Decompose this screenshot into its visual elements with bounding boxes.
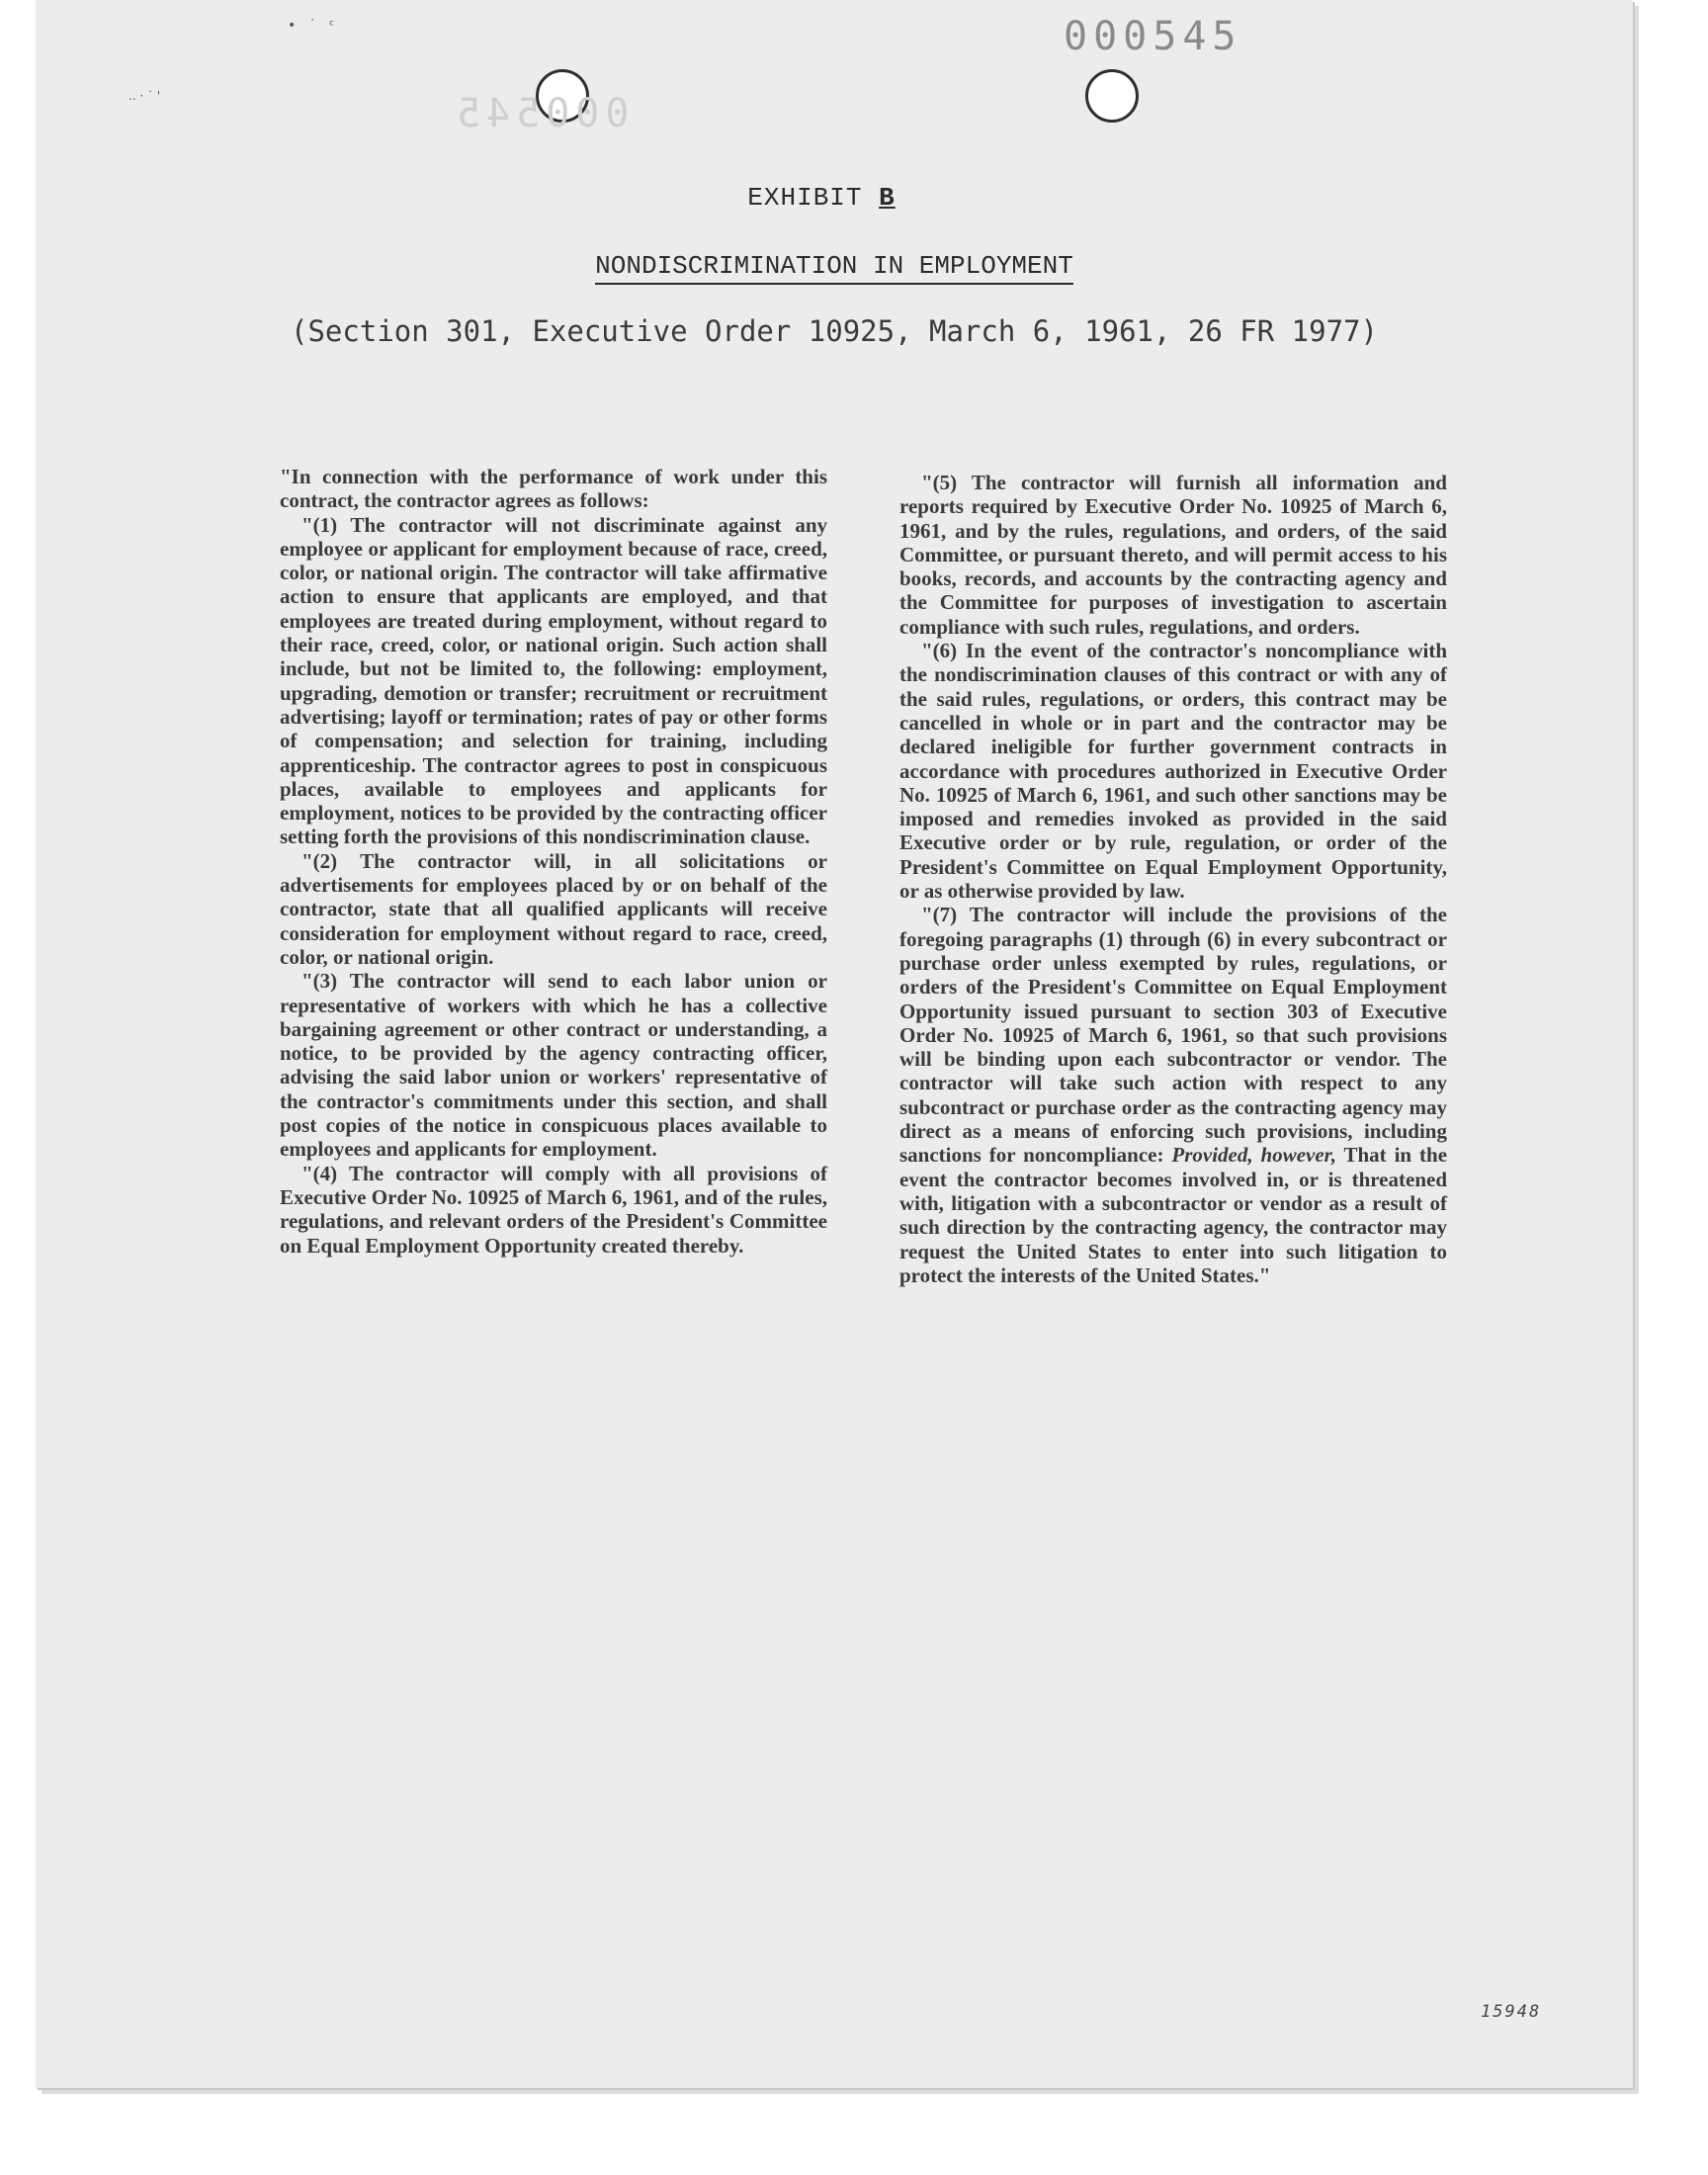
paragraph-intro: "In connection with the performance of work under this contract, the contractor agrees as follows: [280,465,827,513]
paragraph-7-text: "(7) The contractor will include the provisions of the foregoing paragraphs (1) through (6) in every subcontract or purchase order unless exempted by rules, regulations, or orders of the President's Committee on Equal Employment Opportunity issued pursuant to section 303 of Executive Order No. 10925 of March 6, 1961, so that such provisions will be binding upon each subcontractor or vendor. The contractor will take such action with respect to any subcontract or purchase order as the contracting agency may direct as a means of enforcing such provisions, including sanctions for noncompliance: [899,903,1447,1168]
citation-line: (Section 301, Executive Order 10925, March 6, 1961, 26 FR 1977) [291,314,1378,348]
right-column [899,471,1447,1287]
page-title [36,251,1633,281]
paragraph-1: "(1) The contractor will not discriminate against any employee or applicant for employment because of race, creed, color, or national origin. The contractor will take affirmative action to ensure that applicants are employed, and that employees are treated during employment, without regard to their race, creed, color, or national origin. Such action shall include, but not be limited to, the following: employment, upgrading, demotion or transfer; recruitment or recruitment advertising; layoff or termination; rates of pay or other forms of compensation; and selection for training, including apprenticeship. The contractor agrees to post in conspicuous places, available to employees and applicants for employment, notices to be provided by the contracting officer setting forth the provisions of this nondiscrimination clause. [280,512,827,849]
stamp-number: 000545 [1064,14,1242,59]
paragraph-6: "(6) In the event of the contractor's noncompliance with the nondiscrimination clauses of this contract or with any of the said rules, regulations, or orders, this contract may be cancelled in whole or in part and the contractor may be declared ineligible for further government contracts in accordance with procedures authorized in Executive Order No. 10925 of March 6, 1961, and such other sanctions may be imposed and remedies invoked as provided in the said Executive order or by rule, regulation, or order of the President's Committee on Equal Employment Opportunity, or as otherwise provided by law. [899,639,1447,904]
left-column [280,465,827,1258]
paragraph-7-text-end: That in the event the contractor becomes involved in, or is threatened with, litigation with a subcontractor or vendor as a result of such direction by the contracting agency, the contractor may request the United States to enter into such litigation to protect the interests of the United States." [899,1143,1448,1287]
punch-hole-icon [1085,69,1139,123]
paragraph-3: "(3) The contractor will send to each labor union or representative of workers with which he has a collective bargaining agreement or other contract or understanding, a notice, to be provided by the agency contracting officer, advising the said labor union or workers' representative of the contractor's commitments under this section, and shall post copies of the notice in conspicuous places available to employees and applicants for employment. [280,969,827,1162]
exhibit-prefix: EXHIBIT [747,183,863,213]
speck-mark: .. · ˙ ' [128,89,161,103]
bleed-through-number: 000545 [451,91,630,136]
paragraph-4: "(4) The contractor will comply with all provisions of Executive Order No. 10925 of March 6, 1961, and of the rules, regulations, and relevant orders of the President's Committee on Equal Employment Opportunity created thereby. [280,1161,827,1258]
paragraph-2: "(2) The contractor will, in all solicitations or advertisements for employees placed by or on behalf of the contractor, state that all qualified applicants will receive consideration for employment without regard to race, creed, color, or national origin. [280,848,827,969]
page-number: 15948 [1481,2002,1542,2022]
paragraph-7-proviso: Provided, however, [1171,1143,1336,1168]
exhibit-letter: B [879,183,896,213]
speck-mark: • ˙ ᶜ [288,18,335,34]
paragraph-7 [899,903,1447,1287]
page-title-text: NONDISCRIMINATION IN EMPLOYMENT [595,251,1073,285]
document-page [36,0,1633,2088]
paragraph-5: "(5) The contractor will furnish all information and reports required by Executive Order No. 10925 of March 6, 1961, and by the rules, regulations, and orders, of the said Committee, or pursuant thereto, and will permit access to his books, records, and accounts by the contracting agency and the Committee for purposes of investigation to ascertain compliance with such rules, regulations, and orders. [899,471,1447,639]
exhibit-label [36,183,1633,213]
